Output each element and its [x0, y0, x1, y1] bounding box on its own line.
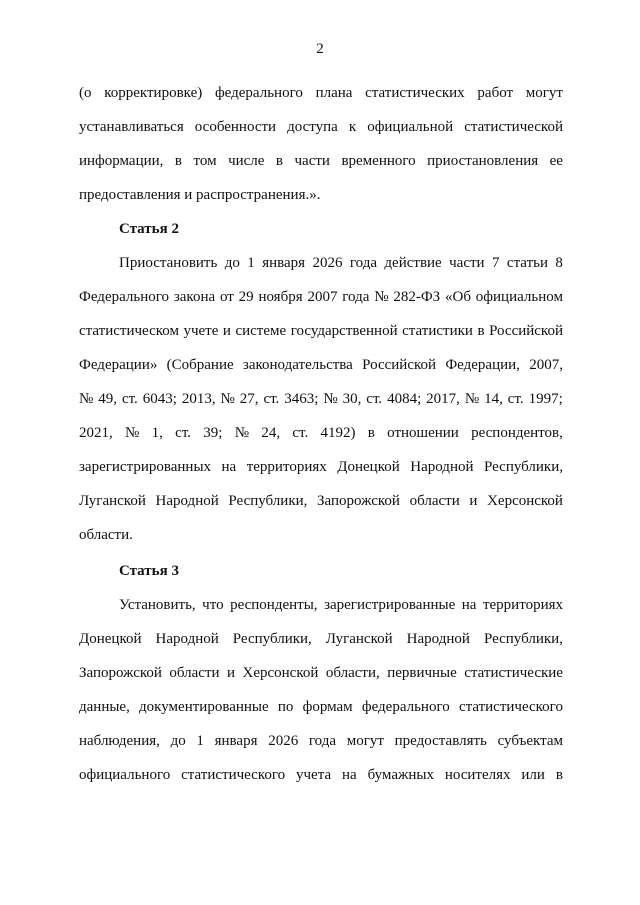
text-line: Установить, что респонденты, зарегистрированные на территориях — [119, 597, 563, 613]
article-3-paragraph — [79, 588, 563, 792]
text-line: наблюдения, до 1 января 2026 года могут предоставлять субъектам — [79, 733, 563, 749]
text-line: предоставления и распространения.». — [79, 187, 321, 203]
text-line: Приостановить до 1 января 2026 года действие части 7 статьи 8 — [119, 255, 563, 271]
paragraph-continuation — [79, 76, 563, 212]
text-line: Федерального закона от 29 ноября 2007 года № 282-ФЗ «Об официальном — [79, 289, 563, 305]
text-line: статистическом учете и системе государственной статистики в Российской — [79, 323, 563, 339]
text-line: области. — [79, 527, 133, 543]
text-line: Запорожской области и Херсонской области, первичные статистические — [79, 665, 563, 681]
article-3-heading: Статья 3 — [119, 563, 179, 579]
text-line: устанавливаться особенности доступа к официальной статистической — [79, 119, 563, 135]
text-line: 2021, № 1, ст. 39; № 24, ст. 4192) в отношении респондентов, — [79, 425, 563, 441]
text-line: зарегистрированных на территориях Донецкой Народной Республики, — [79, 459, 563, 475]
text-line: № 49, ст. 6043; 2013, № 27, ст. 3463; № 30, ст. 4084; 2017, № 14, ст. 1997; — [79, 391, 563, 407]
article-2-heading: Статья 2 — [119, 221, 179, 237]
text-line: информации, в том числе в части временного приостановления ее — [79, 153, 563, 169]
text-line: Федерации» (Собрание законодательства Российской Федерации, 2007, — [79, 357, 563, 373]
text-line: Луганской Народной Республики, Запорожской области и Херсонской — [79, 493, 563, 509]
page-number: 2 — [316, 41, 324, 57]
text-line: Донецкой Народной Республики, Луганской Народной Республики, — [79, 631, 563, 647]
text-line: официального статистического учета на бумажных носителях или в — [79, 767, 563, 783]
text-line: данные, документированные по формам федерального статистического — [79, 699, 563, 715]
text-line: (о корректировке) федерального плана статистических работ могут — [79, 85, 563, 101]
article-2-paragraph — [79, 246, 563, 552]
document-body — [79, 76, 563, 792]
